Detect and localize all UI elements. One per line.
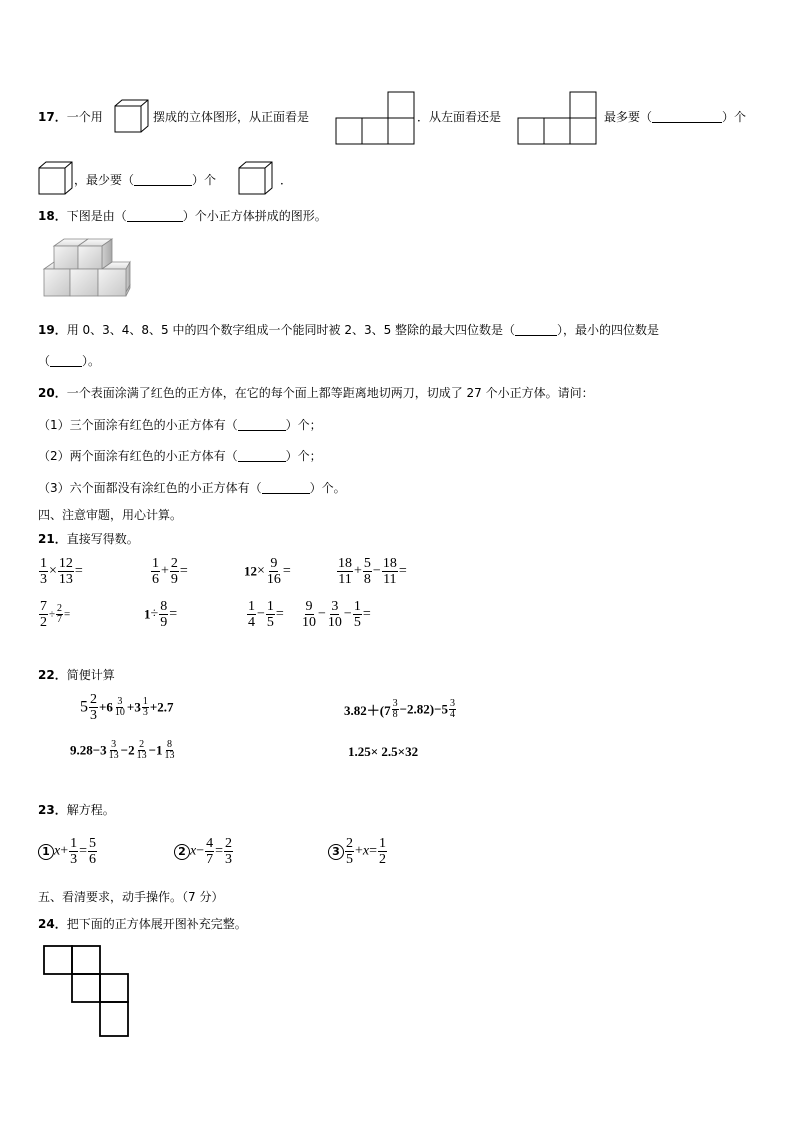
q17-min-blank[interactable] <box>134 173 192 186</box>
q17-max-blank[interactable] <box>652 110 722 123</box>
q17-min-line <box>74 172 216 188</box>
q21-heading <box>38 531 139 547</box>
q17-text-2: 摆成的立体图形，从正面看是 <box>153 110 310 124</box>
q23-heading <box>38 802 115 818</box>
q17-line1-lead <box>38 109 103 125</box>
q19-number: 19． <box>38 323 67 337</box>
q21-title: 直接写得数。 <box>66 532 139 546</box>
q17-min-label: ，最少要（ <box>74 173 135 187</box>
q20-line <box>38 385 594 401</box>
front-view-figure <box>335 90 417 146</box>
q22-expr-3: 9.28−3 $\frac{3}{13}$ −2 $\frac{2}{13}$ −1 $\frac{8}{13}$ <box>70 739 175 761</box>
small-cube-icon <box>112 98 152 136</box>
circled-number-icon: 2 <box>174 844 190 860</box>
q23-title: 解方程。 <box>66 803 115 817</box>
q19-line1 <box>38 322 659 338</box>
q20-sub2 <box>38 448 322 464</box>
q20-sub3-text: （3）六个面都没有涂红色的小正方体有（ <box>38 481 262 495</box>
q21-a1: $\frac{1}{3}$ × $\frac{12}{13}$ = <box>40 556 83 587</box>
q20-sub1-unit: ）个； <box>285 418 322 432</box>
q21-number: 21． <box>38 532 67 546</box>
q18-blank[interactable] <box>127 209 183 222</box>
q18-line <box>38 208 327 224</box>
q20-number: 20． <box>38 386 67 400</box>
q21-b3: $\frac{1}{4}$ − $\frac{1}{5}$ = <box>248 599 284 630</box>
q19-text-1: 用 0、3、4、8、5 中的四个数字组成一个能同时被 2、3、5 整除的最大四位数是（ <box>66 323 516 337</box>
q17-text-1: 一个用 <box>66 110 103 124</box>
q21-a4: $\frac{18}{11}$ + $\frac{5}{8}$ − $\frac{18}{11}$ = <box>338 556 407 587</box>
q24-number: 24． <box>38 917 67 931</box>
q20-sub1-blank[interactable] <box>238 418 286 431</box>
q19-line2 <box>38 353 100 369</box>
small-cube-icon <box>236 160 276 198</box>
q17-min-unit: ）个 <box>192 173 217 187</box>
q22-heading <box>38 667 115 683</box>
q20-text: 一个表面涂满了红色的正方体，在它的每个面上都等距离地切两刀，切成了 27 个小正方体。请问： <box>66 386 594 400</box>
section-5-heading: 五、看清要求，动手操作。（7 分） <box>38 890 224 904</box>
q19-min-blank[interactable] <box>50 354 82 367</box>
q23-number: 23． <box>38 803 67 817</box>
q17-end: ． <box>280 173 293 187</box>
q20-sub3 <box>38 480 346 496</box>
q22-title: 简便计算 <box>66 668 115 682</box>
q20-sub2-unit: ）个； <box>285 449 322 463</box>
circled-number-icon: 3 <box>328 844 344 860</box>
q20-sub3-blank[interactable] <box>262 481 310 494</box>
q20-sub3-unit: ）个。 <box>309 481 346 495</box>
q17-max-line <box>604 109 746 125</box>
q21-b1: $\frac{7}{2}$ ÷ $\frac{2}{7}$ = <box>40 599 71 630</box>
q22-expr-1: 5 $\frac{2}{3}$ +6 $\frac{3}{10}$ +3 $\frac{1}{3}$ +2.7 <box>80 692 174 723</box>
q21-a3: 12× $\frac{9}{16}$ = <box>244 556 291 587</box>
left-view-figure <box>517 90 599 146</box>
q18-number: 18． <box>38 209 67 223</box>
q19-max-blank[interactable] <box>515 323 557 336</box>
q21-b2: 1÷ $\frac{8}{9}$ = <box>144 599 178 630</box>
q20-sub2-blank[interactable] <box>238 449 286 462</box>
q22-expr-4: 1.25× 2.5×32 <box>348 744 419 759</box>
q17-max-label: 最多要（ <box>604 110 653 124</box>
q20-sub1 <box>38 417 322 433</box>
circled-number-icon: 1 <box>38 844 54 860</box>
q22-expr-2: 3.82＋(7 $\frac{3}{8}$ −2.82)−5 $\frac{3}{4}$ <box>344 698 455 720</box>
cube-stack-figure <box>42 238 134 304</box>
q24-title: 把下面的正方体展开图补充完整。 <box>66 917 247 931</box>
q20-sub1-text: （1）三个面涂有红色的小正方体有（ <box>38 418 238 432</box>
q23-equation-3: 3 $\frac{2}{5}$ +x= $\frac{1}{2}$ <box>328 836 388 867</box>
q23-equation-1: 1 x+ $\frac{1}{3}$ = $\frac{5}{6}$ <box>38 836 98 867</box>
section-4-heading: 四、注意审题，用心计算。 <box>38 508 183 522</box>
q18-text-1: 下图是由（ <box>66 209 127 223</box>
small-cube-icon <box>36 160 76 198</box>
q19-text-2: ），最小的四位数是 <box>557 323 660 337</box>
q21-b4: $\frac{9}{10}$ − $\frac{3}{10}$ − $\frac{1}{5}$ = <box>302 599 371 630</box>
cube-net-figure <box>42 944 134 1040</box>
q17-number: 17． <box>38 110 67 124</box>
q18-text-2: ）个小正方体拼成的图形。 <box>182 209 327 223</box>
q19-text-4: ）。 <box>82 354 101 368</box>
q19-text-3: （ <box>38 354 51 368</box>
q22-number: 22． <box>38 668 67 682</box>
q17-max-unit: ）个 <box>722 110 747 124</box>
q17-text-3: ．从左面看还是 <box>417 110 502 124</box>
q23-equation-2: 2 x− $\frac{4}{7}$ = $\frac{2}{3}$ <box>174 836 234 867</box>
q21-a2: $\frac{1}{6}$ + $\frac{2}{9}$ = <box>152 556 188 587</box>
q24-heading <box>38 916 247 932</box>
q20-sub2-text: （2）两个面涂有红色的小正方体有（ <box>38 449 238 463</box>
